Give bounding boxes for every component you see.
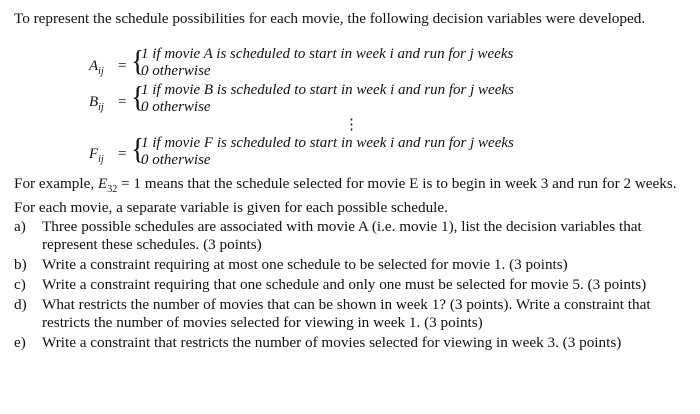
example-suffix: = 1 means that the schedule selected for movie E is to begin in week 3 and run for 2 weeks. For each movie, a separate variable is given for each possible schedule. [14, 175, 677, 217]
variable-a-subscript: ij [98, 66, 104, 77]
question-item [14, 334, 690, 352]
intro-paragraph: To represent the schedule possibilities for each movie, the following decision variables were developed. [14, 10, 646, 27]
variable-f-letter: F [89, 146, 99, 162]
question-label: d) [14, 296, 27, 313]
question-item [14, 218, 690, 254]
question-item [14, 256, 690, 274]
variable-a [89, 58, 104, 77]
example-variable: E [97, 175, 108, 192]
variable-f [89, 146, 104, 165]
variable-a-letter: A [89, 58, 99, 74]
equals-sign-f: = [118, 146, 127, 162]
case-two-a: 0 otherwise [141, 63, 211, 79]
example-subscript: 32 [107, 184, 118, 196]
question-label: b) [14, 256, 27, 273]
question-text: Three possible schedules are associated with movie A (i.e. movie 1), list the decision variables that represent these schedules. (3 points) [42, 218, 642, 253]
vertical-ellipsis: ⋮ [344, 117, 359, 133]
question-text: Write a constraint that restricts the number of movies selected for viewing in week 3. (3 points) [42, 334, 622, 351]
example-prefix: For example, [14, 175, 98, 192]
case-two-f: 0 otherwise [141, 152, 211, 168]
question-text: What restricts the number of movies that can be shown in week 1? (3 points). Write a constraint that restricts the number of movies selected for viewing in week 1. (3 points) [42, 296, 651, 331]
question-text: Write a constraint requiring at most one schedule to be selected for movie 1. (3 points) [42, 256, 568, 273]
brace-a: { [131, 45, 145, 78]
question-label: c) [14, 276, 26, 293]
equals-sign-b: = [118, 94, 127, 110]
example-paragraph [14, 175, 690, 217]
question-text: Write a constraint requiring that one schedule and only one must be selected for movie 5. (3 points) [42, 276, 647, 293]
variable-f-subscript: ij [98, 154, 104, 165]
case-one-f: 1 if movie F is scheduled to start in week i and run for j weeks [141, 135, 514, 151]
question-item [14, 296, 690, 332]
variable-b-letter: B [89, 94, 99, 110]
variable-b-subscript: ij [98, 102, 104, 113]
equals-sign-a: = [118, 58, 127, 74]
case-two-b: 0 otherwise [141, 99, 211, 115]
case-one-a: 1 if movie A is scheduled to start in week i and run for j weeks [141, 46, 514, 62]
brace-b: { [131, 81, 145, 114]
variable-b [89, 94, 104, 113]
question-label: a) [14, 218, 26, 235]
question-list [14, 218, 690, 354]
question-item [14, 276, 690, 294]
brace-f: { [131, 133, 145, 166]
case-one-b: 1 if movie B is scheduled to start in week i and run for j weeks [141, 82, 514, 98]
question-label: e) [14, 334, 26, 351]
